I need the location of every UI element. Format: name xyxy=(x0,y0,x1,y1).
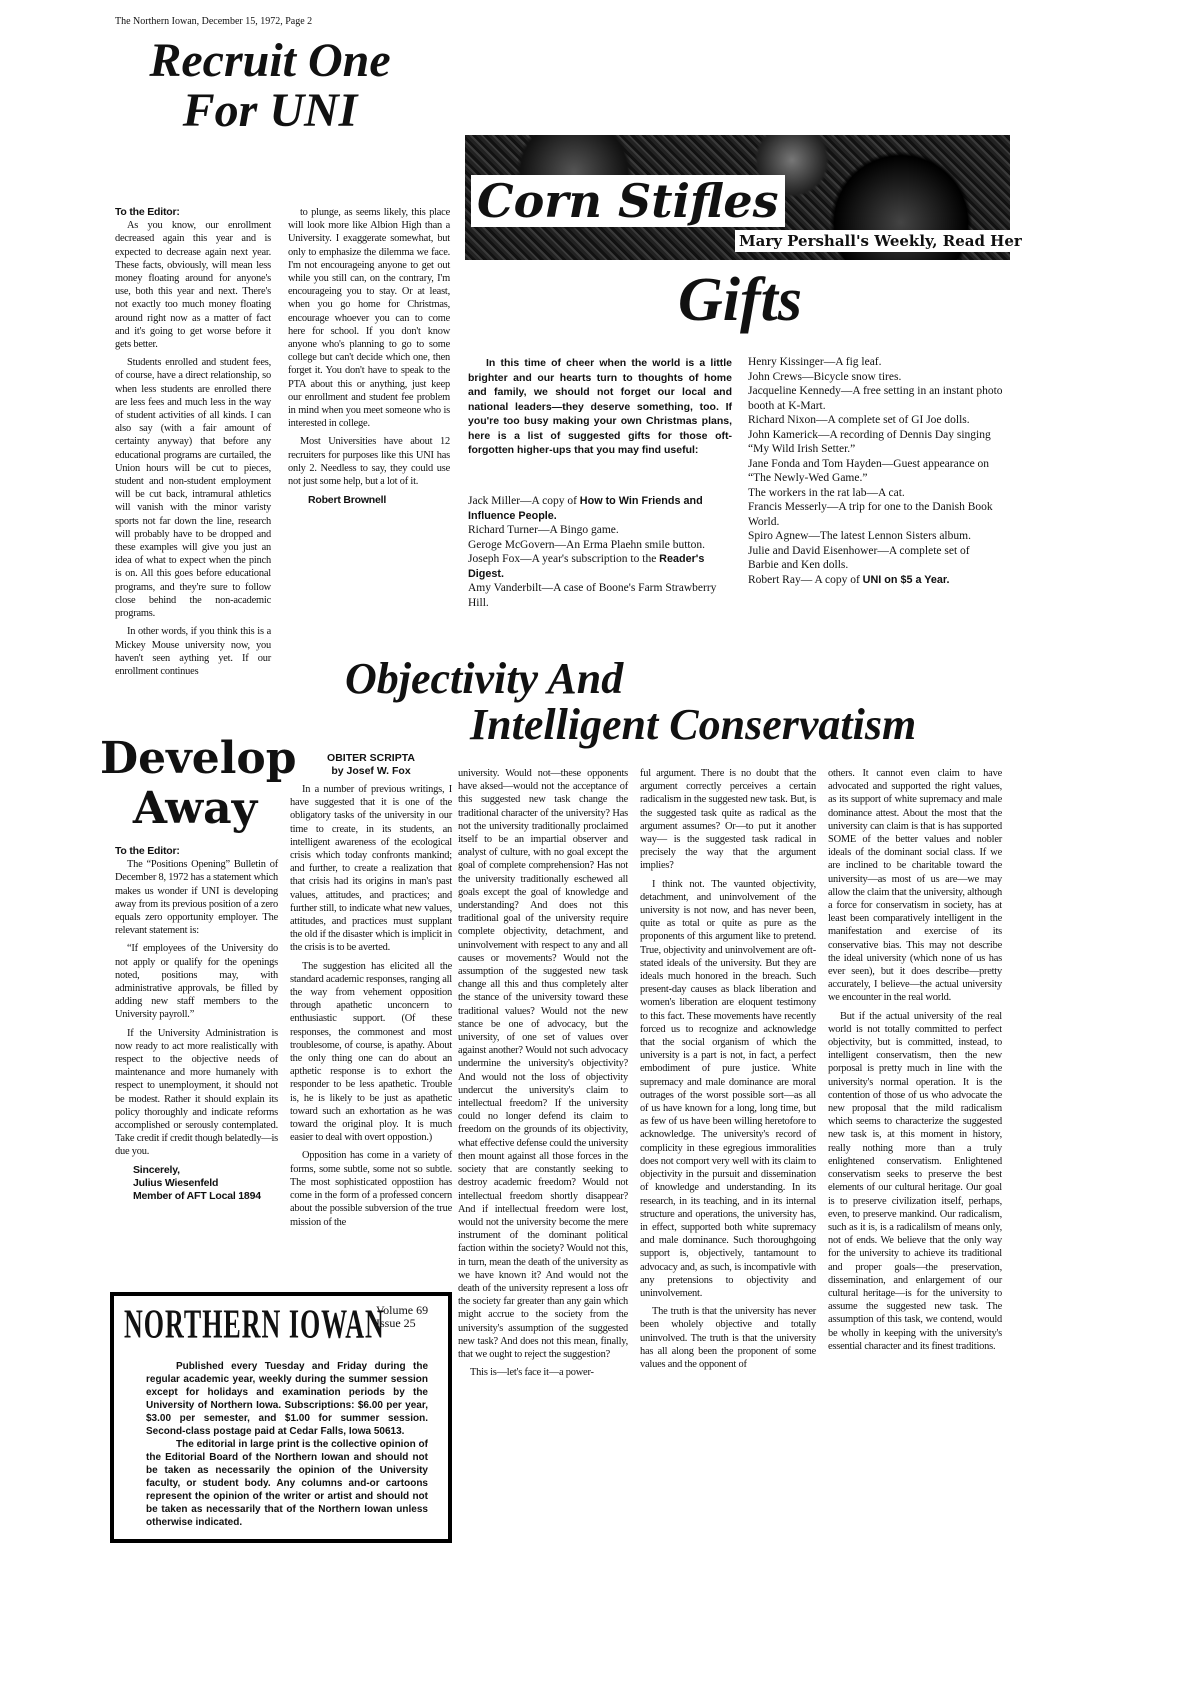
recruit-paragraph: to plunge, as seems likely, this place will look more like Albion High than a University. I exaggerate somewhat, but only to emphasize the dilemma we face. I'm not encourageing anyone to get out while you still can, on the contrary, I'm encourageing you to stay. Or at least, when you go home for Christmas, encourage whoever you can to come here for school. If you don't know anyone who's planning to go to some college but can't decide which one, then forget it. You don't have to speak to the PTA about this or anything, just keep our enrollment and student fee problem in mind when you meet someone who is interested in college. xyxy=(288,207,450,430)
gift-item-text: Henry Kissinger—A fig leaf. xyxy=(748,356,882,368)
gift-item xyxy=(748,355,1003,370)
gifts-intro: In this time of cheer when the world is a little brighter and our hearts turn to thoughts of home and family, we should not forget our local and national leaders—they deserve something, too. If you're too busy making your own Christmas plans, here is a list of suggested gifts for those oft-forgotten higher-ups that you may find useful: xyxy=(468,357,732,456)
gifts-headline: Gifts xyxy=(678,266,802,334)
gift-item xyxy=(748,573,1003,588)
objectivity-paragraph: others. It cannot even claim to have advocated and supported the right values, as its support of white supremacy and male dominance attest. About the most that the university can claim is that is has supported SOME of the better values and nobler ideals of the dominant social class. If we are inclined to be charitable toward the university—as most of us are—we may allow the claim that the university, although a force for conservatism in society, has at least been comparatively intelligent in the manifestation and exercise of its conservative bias. This may not describe the ideal university (which none of us has ever seen), but it does describe—pretty accurately, I believe—the actual university we encounter in the real world. xyxy=(828,768,1002,1004)
gift-item-text: Richard Nixon—A complete set of GI Joe dolls. xyxy=(748,414,970,426)
develop-paragraph: If the University Administration is now ready to act more realistically with respect to the objective needs of maintenance and more humanely with respect to unemployment, it should not be modest. Rather it should explain its policy thoroughly and indicate reforms accomplished or serously contemplated. Take credit if credit though belatedly—is due you. xyxy=(115,1027,278,1158)
gift-item-text: Francis Messerly—A trip for one to the Danish Book World. xyxy=(748,501,993,528)
masthead-paragraph: The editorial in large print is the collective opinion of the Editorial Board of the Northern Iowan and should not be taken as necessarily the opinion of the University faculty, or student body. Any columns and-or cartoons represent the opinion of the writer or artist and should not be taken as necessarily that of the Northern Iowan unless otherwise indicated. xyxy=(146,1439,428,1528)
gift-item xyxy=(748,384,1003,413)
objectivity-paragraph: Opposition has come in a variety of forms, some subtle, some not so subtle. The most sophisticated oppostiion has come in the form of a professed concern about the possible subversion of the true mission of the xyxy=(290,1150,452,1228)
gift-item-text: Jane Fonda and Tom Hayden—Guest appearance on “The Newly-Wed Game.” xyxy=(748,457,990,484)
gift-item-text: Geroge McGovern—An Erma Plaehn smile button. xyxy=(468,538,705,551)
objectivity-col4 xyxy=(828,767,1002,1358)
gift-item-text: Robert Ray— A copy of xyxy=(748,573,863,586)
develop-headline-line1: Develop xyxy=(100,733,297,784)
recruit-letter-col1 xyxy=(115,206,271,683)
develop-salutation: To the Editor: xyxy=(115,845,180,857)
gift-item xyxy=(748,529,1003,544)
gifts-list-col1 xyxy=(468,494,732,610)
recruit-signature: Robert Brownell xyxy=(308,494,387,507)
objectivity-col3 xyxy=(640,767,816,1376)
develop-headline-line2: Away xyxy=(132,783,258,834)
corn-stifles-photo xyxy=(465,135,1022,260)
gift-item xyxy=(748,486,1003,501)
column-name: OBITER SCRIPTA xyxy=(327,752,415,764)
gift-item-text: Richard Turner—A Bingo game. xyxy=(468,524,619,536)
gift-item xyxy=(748,370,1003,385)
objectivity-headline-line1: Objectivity And xyxy=(345,654,624,703)
gift-item xyxy=(748,500,1003,529)
gift-item-title: How to Win Friends and Influence People. xyxy=(468,495,703,522)
objectivity-paragraph: university. Would not—these opponents have aksed—would not the acceptance of this suggested new task change the traditional character of the university? Has not the university traditionally proclaimed itself to be an impartial observer and analyst of culture, with no goal except the goal of complete comprehension? Has not the university traditionally eschewed all goals except the goal of knowledge and understanding? And does not this traditional goal of the university require complete objectivity, detachment, and uninvolvement with respect to any and all causes or movements? Would not the assumption of the suggested new task change all this and thus completely alter the stance of the university toward these traditional values? Would not the new stance be one of advocacy, but the university, of one set of values over against another? Would not such advocacy undermine the university's objectivity? And would not the loss of objectivity undercut the university's claim to intellectual freedom? If the university could no longer defend its claim to freedom on the grounds of its objectivity, what effective defense could the university then mount against all those forces in the society that are constantly seeking to destroy academic freedom? Would not intellectual freedom shortly disappear? And if intellectual freedom were lost, would not the university become the mere instrument of the dominant political faction within the society? Would not this, in turn, mean the death of the university as we have known it? And would not the death of the university represent a loss ofr the society far greater than any gain which might accrue to the society from the university's assumption of the suggested new task? And does not this mean, finally, that we ought to reject the suggestion? xyxy=(458,768,628,1360)
gift-item-text: Jacqueline Kennedy—A free setting in an instant photo booth at K-Mart. xyxy=(748,385,1003,412)
masthead-box xyxy=(110,1292,452,1543)
gift-item-text: The workers in the rat lab—A cat. xyxy=(748,486,905,499)
gift-item xyxy=(468,581,732,610)
recruit-headline xyxy=(110,36,430,137)
develop-paragraph: The “Positions Opening” Bulletin of December 8, 1972 has a statement which makes us wonder if UNI is developing away from its previous position of a zero equals zero opportunity employer. The relevant statement is: xyxy=(115,859,278,937)
gift-item xyxy=(468,494,732,523)
gift-item-title: Reader's Digest. xyxy=(468,553,705,580)
gift-item-text: Jack Miller—A copy of xyxy=(468,495,580,507)
recruit-letter-col2 xyxy=(288,206,450,507)
masthead-body xyxy=(124,1360,438,1529)
masthead-logo: NORTHERN IOWAN xyxy=(124,1300,385,1348)
gift-item xyxy=(748,544,1003,573)
recruit-paragraph: In other words, if you think this is a Mickey Mouse university now, you haven't seen aything yet. If our enrollment continues xyxy=(115,626,271,677)
gift-item-text: Julie and David Eisenhower—A complete set of Barbie and Ken dolls. xyxy=(748,544,970,571)
recruit-salutation: To the Editor: xyxy=(115,206,180,218)
develop-letter xyxy=(115,845,278,1203)
develop-name: Julius Wiesenfeld xyxy=(133,1176,219,1189)
byline: by Josef W. Fox xyxy=(331,765,411,777)
gift-item-text: Spiro Agnew—The latest Lennon Sisters album. xyxy=(748,530,971,542)
gift-item xyxy=(468,538,732,553)
corn-stifles-subtitle: Mary Pershall's Weekly, Read Her xyxy=(735,230,1010,252)
objectivity-paragraph: The truth is that the university has never been wholely objective and totally uninvolved. The truth is that the university has all along been the proponent of some values and the opponent of xyxy=(640,1306,816,1370)
gift-item-text: John Kamerick—A recording of Dennis Day singing “My Wild Irish Setter.” xyxy=(748,428,991,455)
gift-item xyxy=(748,428,1003,457)
recruit-headline-line1: Recruit One xyxy=(149,34,391,87)
objectivity-paragraph: The suggestion has elicited all the standard academic responses, ranging all the way from vehement opposition through apathetic unconcern to enthusiastic support. (Of these responses, the commonest and most troublesome, of course, is apathy. About the only thing one can do about an apthetic response is to exhort the responder to be less apathetic. Trouble is, he is likely to be just as apathetic toward such an exhortation as he was toward the original ploy. It is much easier to deal with overt oppostion.) xyxy=(290,960,452,1144)
develop-headline xyxy=(100,733,297,834)
objectivity-paragraph: In a number of previous writings, I have suggested that it is one of the obligatory tasks of the university in our time to create, in its students, an intelligent awareness of the ecological crisis which today confronts mankind; and further, to create a realization that that crisis had its origins in man's past values, attitudes, and practices; and further still, to indicate what new values, attitudes, and practices must supplant the old if the disaster which is implicit in the crisis is to be averted. xyxy=(290,784,452,954)
gift-item-text: Joseph Fox—A year's subscription to the xyxy=(468,553,660,565)
develop-affiliation: Member of AFT Local 1894 xyxy=(133,1190,261,1203)
gift-item-title: UNI on $5 a Year. xyxy=(862,573,950,586)
objectivity-paragraph: I think not. The vaunted objectivity, detachment, and uninvolvement of the university is not now, and has never been, quite as total or quite as pure as the proponents of this argument like to pretend. True, objectivity and uninvolvement are oft-stated ideals of the university. But they are ideals much honored in the breach. Such present-day causes as black liberation and women's liberation are eloquent testimony to this fact. These movements have recently forced us to recognize and acknowledge that the social organism of which the university is a part is not, in fact, a perfect embodiment of pure justice. White supremacy and male dominance are moral outrages of the worst possible sort—as all of us have known for a long, long time, but as few of us have been willing heretofore to acknowledge. The university's record of complicity in these egregious immoralities does not comport very well with its claim to objectivity in the pursuit and dissemination of knowledge and understanding. In its research, in its teaching, and in its internal structure and operations, the university has, in effect, supported both white supremacy and male dominance. Such thoroughgoing support is, objectively, tantamount to advocacy and, as such, is incompativle with any pretensions to objectivity and uninvolvement. xyxy=(640,878,816,1299)
gifts-list-col2 xyxy=(748,355,1003,587)
dateline: The Northern Iowan, December 15, 1972, Page 2 xyxy=(115,16,313,27)
masthead-volume: Volume 69 xyxy=(376,1303,429,1317)
gift-item xyxy=(748,457,1003,486)
recruit-headline-line2: For UNI xyxy=(182,84,358,138)
develop-closing: Sincerely, xyxy=(133,1163,180,1176)
objectivity-paragraph: But if the actual university of the real world is not totally committed to perfect objectivity, but is committed, instead, to intelligent conservatism, then the new porposal is pretty much in line with the university's normal operation. It is the contention of those of us who advocate the new proposal that the mild radicalism which seems to characterize the suggested new task is, at this moment in history, really nothing more than a truly enlightened conservatism. Enlightened conservatism seeks to preserve the best elements of our cultural heritage. Our goal is to preserve civilization itself, perhaps, even, to preserve mankind. Our radicalism, such as it is, is a radicalilsm of means only, not of ends. We believe that the only way for the university to achieve its traditional and proper goals—the preservation, dissemination, and enlargement of our cultural heritage—is for the university to assume the suggested new task. The assumption of this task, we contend, would be wholly in keeping with the university's essential character and its finest traditions. xyxy=(828,1010,1002,1352)
gift-item xyxy=(748,413,1003,428)
gift-item-text: John Crews—Bicycle snow tires. xyxy=(748,370,902,383)
masthead-paragraph: Published every Tuesday and Friday during the regular academic year, weekly during the summer session except for holidays and examination periods by the University of Northern Iowa. Subscriptions: $6.00 per year, $3.00 per semester, and $1.00 for summer session. Second-class postage paid at Cedar Falls, Iowa 50613. xyxy=(146,1361,428,1437)
gift-item xyxy=(468,523,732,538)
recruit-paragraph: Most Universities have about 12 recruiters for purposes like this UNI has only 2. Needless to say, they could use not just some help, but a lot of it. xyxy=(288,436,450,488)
recruit-paragraph: As you know, our enrollment decreased again this year and is expected to decrease again next year. These facts, obviously, will mean less money floating around for anyone's use, both this year and next. There's not exactly too much money floating around right now as a matter of fact and it's going to get worse before it gets better. xyxy=(115,220,271,351)
gift-item xyxy=(468,552,732,581)
objectivity-col2 xyxy=(458,767,628,1384)
recruit-paragraph: Students enrolled and student fees, of course, have a direct relationship, so when less students are enrolled there are less fees and much less in the way of student activities of all kinds. I can also say (with a fair amount of certainty anyway) that before any educational programs are curtailed, the Union hours will be cut to pieces, student and non-student employment will be cut back, intramural athletics will vanish with the minor varisty sports not far down the line, research will probably have to be dropped and these examples will give you just an idea of what to expect when the pinch is on. All this goes before educational programs, and they're sure to follow close behind the non-academic programs. xyxy=(115,357,271,620)
develop-paragraph: “If employees of the University do not apply or qualify for the openings noted, positions may, with administrative approvals, be filled by adding new staff members to the University payroll.” xyxy=(115,943,278,1021)
objectivity-paragraph: This is—let's face it—a power- xyxy=(470,1367,594,1379)
objectivity-col1 xyxy=(290,783,452,1234)
objectivity-headline-line2: Intelligent Conservatism xyxy=(470,700,917,749)
gift-item-text: Amy Vanderbilt—A case of Boone's Farm Strawberry Hill. xyxy=(468,582,717,609)
corn-stifles-title: Corn Stifles xyxy=(471,175,785,227)
objectivity-paragraph: ful argument. There is no doubt that the argument correctly perceives a certain radicalism in the suggested new task. But, is the suggested task quite as radical as the argument assumes? Or—to put it another way— is the suggested task radical in precisely the way that the argument implies? xyxy=(640,768,816,872)
masthead-issue: Issue 25 xyxy=(376,1316,416,1330)
